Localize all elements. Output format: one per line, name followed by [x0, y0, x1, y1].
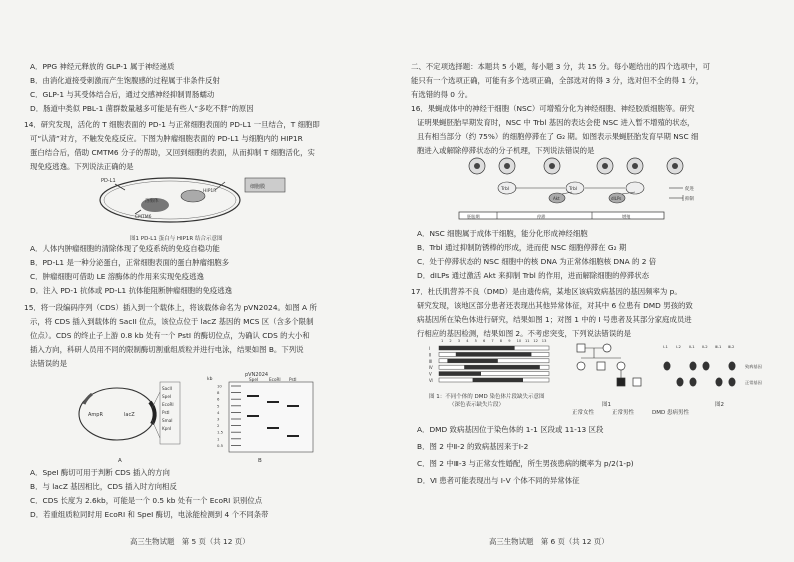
option-14b: B．PD-L1 是一种分泌蛋白，正常细胞表面的蛋白肿瘤细胞多 [30, 258, 230, 267]
section-header: 二、不定项选择题：本题共 5 小题，每小题 3 分，共 15 分。每小题给出的四个选项中，可 [411, 62, 710, 71]
grid-col-label: Ⅲ-2 [728, 344, 735, 349]
option-15b: B．与 lacZ 基因相比，CDS 插入时方向相反 [30, 482, 177, 491]
probe-dot [690, 362, 697, 371]
ladder-label: 6 [217, 396, 220, 402]
option-14d: D．注入 PD-1 抗体或 PD-L1 抗体能阻断肿瘤细胞的免疫逃逸 [30, 286, 233, 295]
fig14-label: HIP1R [203, 189, 217, 194]
fig16-label: 胚胎期 [467, 214, 480, 219]
option-13a: A．PPG 神经元释放的 GLP-1 属于神经递质 [30, 62, 175, 71]
option-17c: C．图 2 中Ⅲ-3 与正常女性婚配，所生男孩患病的概率为 p/2(1-p) [417, 459, 634, 468]
plasmid-map-figure [62, 372, 192, 454]
ladder-label: 5 [217, 403, 220, 409]
plasmid-label: lacZ [124, 412, 135, 418]
ladder-label: 2 [217, 423, 220, 429]
gel-lane-label: SpeI [249, 377, 259, 382]
segment-number: 6 [483, 339, 486, 343]
row-label: Ⅳ [429, 365, 433, 371]
fig16-cell-cycle-diagram [457, 154, 717, 226]
fig17-grid-header [663, 344, 735, 349]
grid-col-label: Ⅱ-2 [702, 344, 708, 349]
fig16-label: dILPs [611, 196, 622, 201]
ladder-label: 8 [217, 390, 220, 396]
option-13c: C．GLP-1 与其受体结合后，通过交感神经抑制胃肠蠕动 [30, 90, 215, 99]
fig17-pedigree [567, 338, 655, 400]
fig-a-caption: A [118, 458, 122, 464]
question-14-stem: 可“认清”对方，不触发免疫反应。下图为肿瘤细胞表面的 PD-L1 与细胞内的 HIP1R [30, 134, 303, 143]
row-label: Ⅲ [429, 358, 432, 364]
plasmid-label: KpnI [162, 426, 172, 431]
question-16-stem: 16．果蝇成体中的神经干细胞（NSC）可增殖分化为神经细胞、神经胶质细胞等。研究 [411, 104, 695, 113]
row-label: Ⅴ [429, 371, 432, 377]
deletion-segment [439, 346, 515, 350]
page-footer-right: 高三生物试题 第 6 页（共 12 页） [489, 537, 609, 546]
ladder-label: 10 [217, 383, 222, 389]
ladder-label: 4 [217, 409, 220, 415]
option-17a: A．DMD 致病基因位于染色体的 1-1 区段或 11-13 区段 [417, 425, 604, 434]
right-page [397, 0, 794, 562]
segment-number: 13 [541, 339, 547, 343]
legend-dmd-male: DMD 患病男性 [652, 410, 689, 416]
option-15a: A．SpeI 酶切可用于判断 CDS 插入的方向 [30, 468, 170, 477]
fig17c-caption: 图2 [715, 402, 724, 408]
grid-col-label: Ⅰ-1 [663, 344, 668, 349]
ladder-label: 1 [217, 436, 220, 442]
segment-number: 12 [533, 339, 538, 343]
section-header: 能只有一个选项正确，可能有多个选项正确，全部选对的得 3 分，选对但不全的得 1 分， [411, 76, 704, 85]
segment-number: 2 [449, 339, 452, 343]
segment-number: 5 [474, 339, 477, 343]
gel-title: pVN2024 [245, 372, 269, 378]
probe-dot [716, 378, 723, 387]
fig16-legend: 促进 [685, 187, 694, 192]
gel-electrophoresis-figure [205, 370, 325, 456]
deletion-segment [439, 372, 481, 376]
probe-dot [729, 362, 736, 371]
legend-normal-female: 正常女性 [572, 410, 595, 416]
option-17d: D．Ⅵ 患者可能表现出与 Ⅰ-Ⅴ 个体不同的异常体征 [417, 476, 580, 485]
question-16-stem: 证明果蝇胚胎早期发育时，NSC 中 Trbl 基因的表达会使 NSC 进入暂不增殖的状态， [417, 118, 695, 127]
option-16d: D．dILPs 通过激活 Akt 来抑制 Trbl 的作用，进而解除细胞的停滞状态 [417, 271, 650, 280]
fig16-label: Trbl [569, 187, 578, 192]
probe-dot [664, 362, 671, 371]
option-15d: D．若重组质粒同时用 EcoRI 和 SpeI 酶切，电泳能检测到 4 个不同条带 [30, 510, 269, 519]
segment-number: 3 [457, 339, 461, 343]
plasmid-label: PstI [162, 410, 170, 415]
fig17b-caption: 图1 [602, 402, 611, 408]
fig14-label: CMTM6 [135, 215, 152, 220]
question-15-stem: 15．将一段编码序列（CDS）插入到一个载体上，将该载体命名为 pVN2024。如图 A 所 [24, 303, 317, 312]
plasmid-label: SpeI [162, 394, 172, 399]
fig16-label: 增殖 [622, 214, 631, 219]
option-14c: C．肿瘤细胞可借助 LE 溶酶体的作用来实现免疫逃逸 [30, 272, 204, 281]
ladder-label: 3 [217, 416, 220, 422]
option-14a: A．人体内肿瘤细胞的清除体现了免疫系统的免疫自稳功能 [30, 244, 220, 253]
plasmid-label: SmaI [162, 418, 173, 423]
option-13d: D．肠道中类似 PBL-1 菌群数量越多可能是有些人“多吃不胖”的原因 [30, 104, 254, 113]
plasmid-label: SacII [162, 386, 172, 391]
segment-number: 10 [516, 339, 522, 343]
probe-dot [690, 378, 697, 387]
fig16-label: Trbl [501, 187, 510, 192]
question-14-stem: 蛋白结合后，借助 CMTM6 分子的帮助，又回到细胞的表面，从而抑制 T 细胞活化，实 [30, 148, 315, 157]
plasmid-label: AmpR [88, 412, 103, 418]
deletion-segment [473, 378, 523, 382]
fig17a-caption: 图 1：不同个体的 DMD 染色体片段缺失示意图 [429, 394, 545, 400]
gel-lane-label: PstI [289, 377, 297, 382]
question-17-stem: 17．杜氏肌营养不良（DMD）是由遗传病，某地区该病致病基因的基因频率为 p。 [411, 287, 682, 296]
question-14-stem: 14．研究发现，活化的 T 细胞表面的 PD-1 与正常细胞表面的 PD-L1 一旦结合，T 细胞即 [24, 120, 320, 129]
segment-number: 4 [466, 339, 469, 343]
fig16-legend: 抑制 [685, 197, 694, 202]
grid-col-label: Ⅲ-1 [715, 344, 722, 349]
question-17-stem: 病基因所在染色体进行研究，结果如图 1；对图 1 中的 Ⅰ 号患者及其部分家庭成员进 [417, 315, 692, 324]
question-15-stem: 示，将 CDS 插入到载体的 SacII 位点，该位点位于 lacZ 基因的 MCS 区（含多个限制 [30, 317, 314, 326]
row-label: Ⅵ [429, 378, 433, 383]
fig16-label: Akt [553, 196, 560, 201]
ladder-label: 1.5 [217, 429, 224, 435]
fig17-deletion-rows [429, 346, 549, 383]
fig16-label: 停滞 [537, 214, 546, 219]
fig-b-caption: B [258, 458, 262, 464]
fig14-label: 溶酶体 [145, 199, 159, 204]
deletion-segment [447, 359, 497, 363]
question-15-stem: 法错误的是 [30, 359, 67, 368]
option-15c: C．CDS 长度为 2.6kb，可能是一个 0.5 kb 处有一个 EcoRI 识别位点 [30, 496, 263, 505]
segment-number: 9 [508, 339, 511, 343]
legend-normal-male: 正常男性 [612, 410, 635, 416]
fig17-grid-dots [664, 362, 736, 387]
option-17b: B．图 2 中Ⅱ-2 的致病基因来于Ⅰ-2 [417, 442, 529, 451]
segment-number: 8 [499, 339, 503, 343]
gel-lane-label: EcoRI [269, 377, 281, 382]
option-16b: B．Trbl 通过抑制防锈棒的形成，进而使 NSC 细胞停滞在 G₂ 期 [417, 243, 627, 252]
gel-axis-label: kb [207, 377, 213, 382]
fig14-caption: 图1 PD-L1 蛋白与 HIP1R 结合示意图 [130, 236, 223, 242]
grid-col-label: Ⅱ-1 [689, 344, 695, 349]
section-header: 有选错的得 0 分。 [411, 90, 473, 99]
option-16c: C．处于停滞状态的 NSC 细胞中的核 DNA 为正常体细胞核 DNA 的 2 倍 [417, 257, 657, 266]
fig17-grid-rowlabel: 正常基因 [745, 380, 762, 385]
fig17-gene-test-grid [659, 338, 775, 400]
option-13b: B．由消化道接受刺激而产生饱腹感的过程属于非条件反射 [30, 76, 220, 85]
deletion-segment [456, 352, 532, 356]
question-17-stem: 研究发现，该地区部分患者还表现出其他异常体征，对其中 6 位患有 DMD 男孩的致 [417, 301, 693, 310]
segment-number: 7 [491, 339, 494, 343]
question-14-stem: 现免疫逃逸。下列说法正确的是 [30, 162, 134, 171]
probe-dot [677, 378, 684, 387]
fig14-label: 细胞膜 [250, 184, 266, 190]
fig14-label: PD-L1 [101, 178, 116, 184]
segment-number: 1 [441, 339, 444, 343]
row-label: Ⅱ [429, 352, 431, 358]
deletion-segment [464, 365, 540, 369]
question-15-stem: 位点）。CDS 的终止子上游 0.8 kb 处有一个 PstI 的酶切位点，为确认 CDS 的大小和 [30, 331, 310, 340]
option-16a: A．NSC 细胞属于成体干细胞，能分化形成神经细胞 [417, 229, 588, 238]
fig17-grid-rowlabel: 致病基因 [745, 364, 762, 369]
question-15-stem: 插入方向，科研人员用不同的限制酶切割重组质粒并进行电泳，结果如图 B。下列说 [30, 345, 304, 354]
fig17-segment-numbers [441, 339, 546, 343]
plasmid-label: EcoRI [162, 402, 174, 407]
ladder-label: 0.5 [217, 442, 224, 448]
page-footer-left: 高三生物试题 第 5 页（共 12 页） [130, 537, 250, 546]
row-label: Ⅰ [429, 346, 431, 351]
fig17-deletion-bars [427, 336, 557, 388]
grid-col-label: Ⅰ-2 [676, 344, 681, 349]
question-16-stem: 且有相当部分（约 75%）的细胞停滞在了 G₂ 期。如图表示果蝇胚胎发育早期 NSC 细 [417, 132, 699, 141]
probe-dot [729, 378, 736, 387]
question-17-stem: 行相应的基因检测，结果如图 2。不考虑突变，下列说法错误的是 [417, 329, 631, 338]
probe-dot [703, 362, 710, 371]
fig14-cell-diagram [75, 172, 305, 232]
segment-number: 11 [525, 339, 530, 343]
fig17a-sub: （深色表示缺失片段） [449, 402, 505, 408]
question-16-stem: 胞进入或解除停滞状态的分子机理，下列说法错误的是 [417, 146, 595, 155]
